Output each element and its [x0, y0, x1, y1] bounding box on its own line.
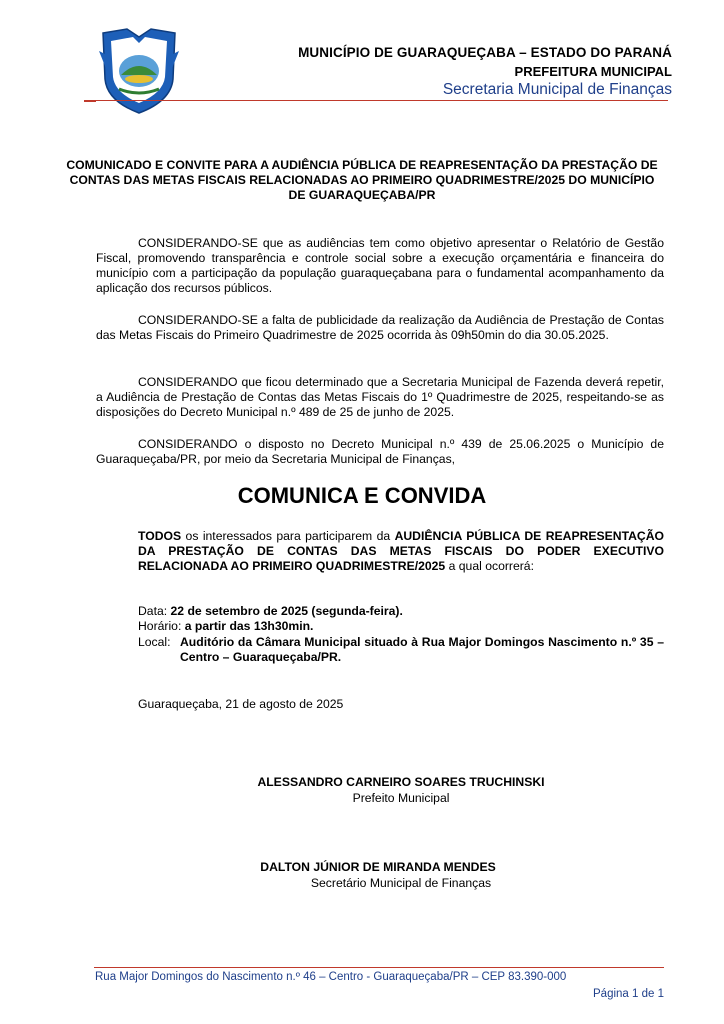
- header-municipality: MUNICÍPIO DE GUARAQUEÇABA – ESTADO DO PARANÁ: [298, 45, 672, 60]
- signature-2-name: DALTON JÚNIOR DE MIRANDA MENDES: [260, 860, 496, 874]
- invitation-end: a qual ocorrerá:: [445, 559, 534, 573]
- page-number: Página 1 de 1: [593, 988, 664, 1000]
- signature-2-role: Secretário Municipal de Finanças: [310, 876, 492, 890]
- header-department: Secretaria Municipal de Finanças: [442, 81, 672, 98]
- place-and-date: Guaraqueçaba, 21 de agosto de 2025: [138, 697, 344, 711]
- header-prefecture: PREFEITURA MUNICIPAL: [514, 64, 672, 79]
- signature-1-name: ALESSANDRO CARNEIRO SOARES TRUCHINSKI: [257, 775, 545, 789]
- footer-divider: [94, 967, 664, 968]
- paragraph-3: CONSIDERANDO que ficou determinado que a Secretaria Municipal de Fazenda deverá repetir, a Audiência de Prestação de Contas das Metas Fiscais do 1º Quadrimestre de 2025, respeitando-se as disposições do Decreto Municipal n.º 489 de 25 de junho de 2025.: [96, 375, 664, 419]
- footer-address: Rua Major Domingos do Nascimento n.º 46 – Centro - Guaraqueçaba/PR – CEP 83.390-000: [95, 971, 567, 983]
- event-date: [138, 604, 403, 619]
- place-label: Local:: [138, 635, 171, 649]
- event-time: [138, 619, 313, 634]
- invitation-bold-start: TODOS: [138, 529, 182, 543]
- paragraph-1: CONSIDERANDO-SE que as audiências tem como objetivo apresentar o Relatório de Gestão Fiscal, promovendo transparência e controle social sobre a execução orçamentária e financeira do município com a participação da população guaraqueçabana para o fundamental acompanhamento da aplicação dos recursos públicos.: [96, 236, 664, 295]
- paragraph-4: CONSIDERANDO o disposto no Decreto Municipal n.º 439 de 25.06.2025 o Município de Guaraqueçaba/PR, por meio da Secretaria Municipal de Finanças,: [96, 437, 664, 466]
- invitation-mid: os interessados para participarem da: [181, 529, 395, 543]
- time-value: a partir das 13h30min.: [184, 619, 314, 633]
- time-label: Horário:: [138, 619, 185, 633]
- municipal-coat-of-arms-icon: [97, 27, 181, 115]
- date-value: 22 de setembro de 2025 (segunda-feira).: [170, 604, 403, 618]
- date-label: Data:: [138, 604, 171, 618]
- invitation-event-name: AUDIÊNCIA PÚBLICA DE REAPRESENTAÇÃO DA PRESTAÇÃO DE CONTAS DAS METAS FISCAIS DO PODER EXECUTIVO RELACIONADA AO PRIMEIRO QUADRIMESTRE/2025: [138, 529, 664, 573]
- header-divider: [84, 100, 668, 101]
- document-title: COMUNICADO E CONVITE PARA A AUDIÊNCIA PÚBLICA DE REAPRESENTAÇÃO DA PRESTAÇÃO DE CONTAS DAS METAS FISCAIS RELACIONADAS AO PRIMEIRO QUADRIMESTRE/2025 DO MUNICÍPIO DE GUARAQUEÇABA/PR: [66, 158, 658, 202]
- place-value: Auditório da Câmara Municipal situado à Rua Major Domingos Nascimento n.º 35 – Centro – Guaraqueçaba/PR.: [180, 635, 664, 664]
- paragraph-2: CONSIDERANDO-SE a falta de publicidade da realização da Audiência de Prestação de Contas das Metas Fiscais do Primeiro Quadrimestre de 2025 ocorrida às 09h50min do dia 30.05.2025.: [96, 313, 664, 342]
- invitation-text: [138, 529, 664, 574]
- header-divider-accent: [84, 100, 96, 102]
- signature-1-role: Prefeito Municipal: [352, 791, 450, 805]
- announcement-heading: COMUNICA E CONVIDA: [237, 483, 487, 508]
